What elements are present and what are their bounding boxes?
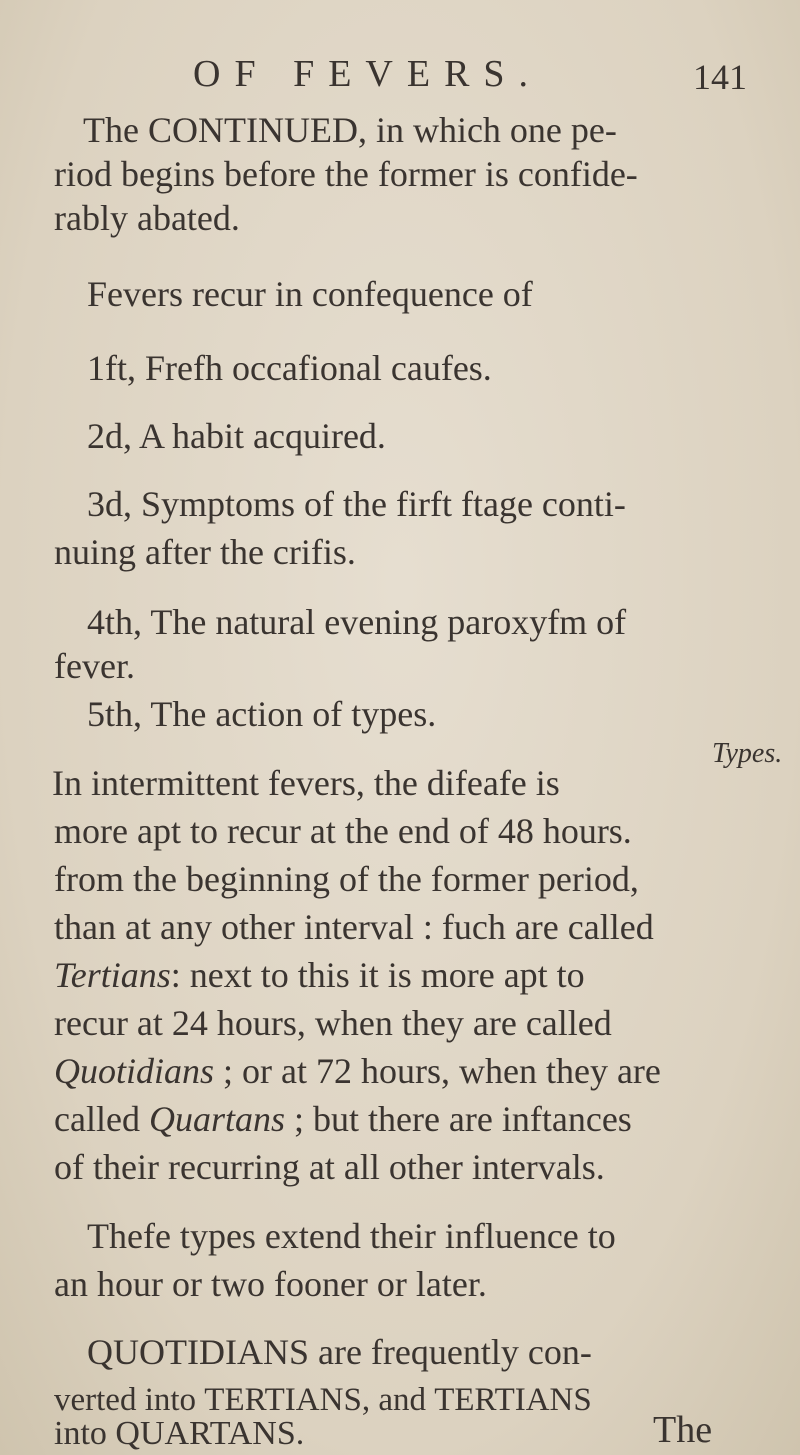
text-run: , and — [361, 1382, 426, 1418]
text-run: called — [54, 1099, 140, 1139]
term-quotidians-caps: QUOTIDIANS — [87, 1332, 309, 1372]
text-run: into — [54, 1415, 107, 1452]
text-line: more apt to recur at the end of 48 hours. — [54, 811, 632, 851]
text-line — [54, 1099, 632, 1139]
text-line — [54, 1051, 661, 1091]
text-line: recur at 24 hours, when they are called — [54, 1003, 612, 1043]
text-run: ; but there are inftances — [293, 1099, 632, 1139]
text-run: ; or at 72 hours, when they are — [223, 1051, 661, 1091]
text-line: riod begins before the former is confide- — [54, 154, 638, 194]
text-run: : next to this it is more apt to — [170, 955, 585, 995]
text-line: 4th, The natural evening paroxyfm of — [87, 602, 627, 642]
text-line — [87, 1332, 592, 1372]
text-line: 3d, Symptoms of the firft ftage conti- — [87, 484, 626, 524]
margin-note: Types. — [712, 738, 783, 769]
term-quotidians: Quotidians — [54, 1051, 215, 1091]
term-quartans-caps: QUARTANS — [115, 1415, 296, 1452]
term-tertians: Tertians — [54, 955, 171, 995]
text-run: verted into — [54, 1382, 197, 1418]
text-line: 1ft, Frefh occafional caufes. — [87, 348, 492, 388]
text-line: rably abated. — [54, 198, 240, 238]
text-line: Thefe types extend their influence to — [87, 1216, 616, 1256]
text-line: The CONTINUED, in which one pe- — [83, 110, 617, 150]
text-run: . — [295, 1415, 305, 1452]
text-line — [54, 1380, 592, 1420]
text-run: are frequently con- — [317, 1332, 592, 1372]
term-quartans: Quartans — [148, 1099, 285, 1139]
text-line: than at any other interval : fuch are called — [54, 907, 654, 947]
term-tertians-caps: TERTIANS — [434, 1382, 592, 1418]
catchword: The — [653, 1409, 713, 1451]
text-line: 2d, A habit acquired. — [87, 416, 386, 456]
text-line — [54, 955, 585, 995]
term-tertians-caps: TERTIANS — [204, 1382, 362, 1418]
text-line: nuing after the crifis. — [54, 532, 356, 572]
text-line: from the beginning of the former period, — [54, 859, 639, 899]
text-line: an hour or two fooner or later. — [54, 1264, 487, 1304]
text-line: 5th, The action of types. — [87, 694, 437, 734]
page-number: 141 — [693, 57, 747, 97]
text-line — [54, 1415, 304, 1453]
text-line: fever. — [54, 646, 135, 686]
text-line: In intermittent fevers, the difeafe is — [52, 763, 560, 803]
running-title: OF FEVERS. — [193, 53, 543, 95]
text-line: of their recurring at all other intervals. — [54, 1147, 605, 1187]
text-line: Fevers recur in confequence of — [87, 274, 533, 314]
